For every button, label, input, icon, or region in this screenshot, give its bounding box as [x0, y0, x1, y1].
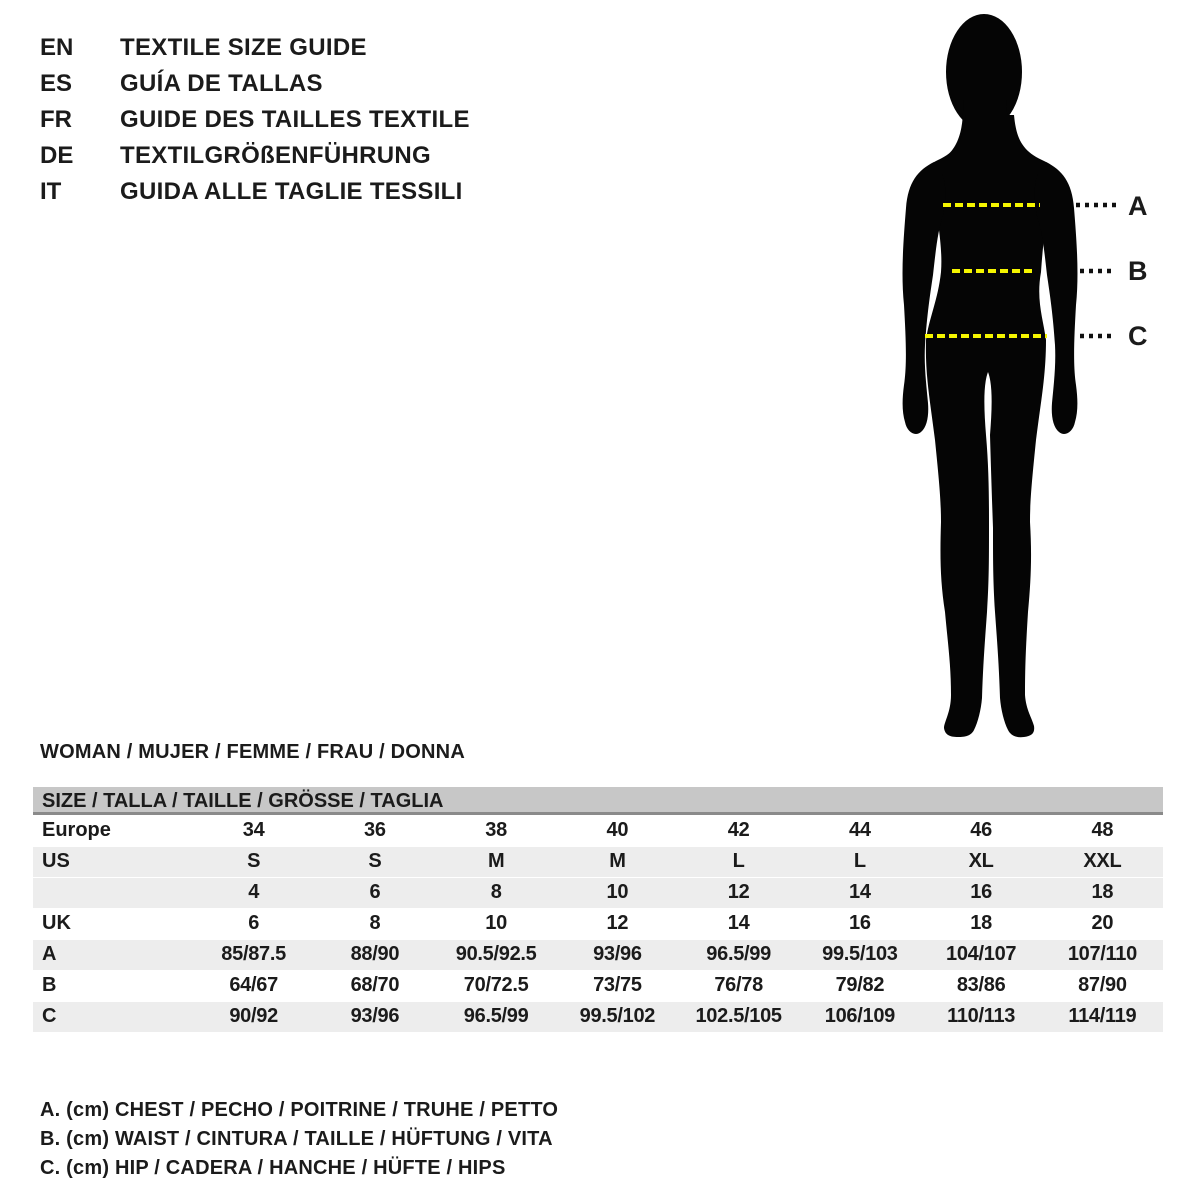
size-cell: XL	[968, 850, 994, 872]
measurement-label-b: B	[1128, 256, 1148, 286]
size-cell: XXL	[1083, 850, 1122, 872]
row-label: Europe	[42, 819, 111, 841]
size-table-header: SIZE / TALLA / TAILLE / GRÖSSE / TAGLIA	[33, 787, 1163, 815]
size-cell: 36	[364, 819, 386, 841]
language-code: ES	[40, 70, 73, 97]
table-row	[33, 939, 1163, 970]
measurement-label-c: C	[1128, 321, 1148, 351]
size-cell: 90/92	[229, 1005, 278, 1027]
size-cell: 16	[970, 881, 992, 903]
language-code: EN	[40, 34, 74, 61]
legend-line-hip: C. (cm) HIP / CADERA / HANCHE / HÜFTE / HIPS	[40, 1157, 506, 1179]
language-row	[40, 66, 470, 102]
table-row	[33, 908, 1163, 939]
size-cell: 46	[970, 819, 992, 841]
row-label: C	[42, 1005, 57, 1027]
size-cell: 40	[606, 819, 629, 841]
size-cell: 104/107	[946, 943, 1017, 965]
size-cell: 6	[248, 912, 260, 934]
legend-line-waist: B. (cm) WAIST / CINTURA / TAILLE / HÜFTUNG / VITA	[40, 1128, 553, 1150]
size-cell: 14	[727, 912, 750, 934]
size-cell: 83/86	[956, 974, 1006, 996]
row-label: B	[42, 974, 57, 996]
size-cell: 16	[849, 912, 871, 934]
size-cell: 42	[727, 819, 750, 841]
size-cell: 12	[606, 912, 629, 934]
size-cell: 76/78	[714, 974, 763, 996]
size-cell: 93/96	[593, 943, 642, 965]
guide-title: GUIDA ALLE TAGLIE TESSILI	[120, 178, 463, 205]
language-code: IT	[40, 178, 62, 205]
table-row	[33, 1001, 1163, 1032]
size-cell: 48	[1091, 819, 1114, 841]
size-cell: 96.5/99	[463, 1005, 529, 1027]
size-cell: 99.5/103	[822, 943, 898, 965]
size-cell: L	[732, 850, 745, 872]
language-title-list	[40, 30, 470, 210]
size-cell: 88/90	[350, 943, 400, 965]
language-code: FR	[40, 106, 72, 133]
language-row	[40, 174, 470, 210]
language-row	[40, 102, 470, 138]
size-cell: 106/109	[824, 1005, 895, 1027]
measurement-label-a: A	[1128, 191, 1148, 221]
size-cell: 107/110	[1067, 943, 1137, 965]
row-label: A	[42, 943, 57, 965]
woman-silhouette-figure	[890, 0, 1150, 750]
size-cell: 10	[606, 881, 629, 903]
guide-title: GUIDE DES TAILLES TEXTILE	[120, 106, 470, 133]
size-cell: 90.5/92.5	[455, 943, 537, 965]
language-row	[40, 138, 470, 174]
table-row	[33, 970, 1163, 1001]
guide-title: GUÍA DE TALLAS	[120, 70, 323, 97]
size-cell: 20	[1091, 912, 1114, 934]
size-cell: 85/87.5	[221, 943, 286, 965]
size-cell: 12	[727, 881, 750, 903]
size-cell: 6	[369, 881, 381, 903]
legend-line-chest: A. (cm) CHEST / PECHO / POITRINE / TRUHE / PETTO	[40, 1099, 559, 1121]
size-cell: L	[853, 850, 866, 872]
guide-title: TEXTILE SIZE GUIDE	[120, 34, 367, 61]
size-cell: 8	[369, 912, 381, 934]
size-cell: S	[368, 850, 382, 872]
size-cell: M	[609, 850, 626, 872]
size-cell: 34	[242, 819, 265, 841]
size-cell: 73/75	[593, 974, 642, 996]
size-cell: 68/70	[350, 974, 400, 996]
size-cell: 38	[485, 819, 507, 841]
size-cell: 64/67	[229, 974, 278, 996]
size-cell: 93/96	[350, 1005, 400, 1027]
language-row	[40, 30, 470, 66]
size-cell: S	[247, 850, 261, 872]
size-cell: 79/82	[835, 974, 885, 996]
size-cell: 114/119	[1068, 1005, 1137, 1027]
size-cell: 10	[485, 912, 507, 934]
table-row	[33, 815, 1163, 846]
row-label: UK	[42, 912, 71, 934]
size-cell: 102.5/105	[695, 1005, 782, 1027]
language-code: DE	[40, 142, 74, 169]
size-cell: 44	[849, 819, 871, 841]
section-heading-woman: WOMAN / MUJER / FEMME / FRAU / DONNA	[40, 741, 465, 763]
size-cell: 96.5/99	[706, 943, 771, 965]
size-cell: 18	[970, 912, 992, 934]
size-cell: 4	[248, 881, 260, 903]
size-cell: 87/90	[1078, 974, 1127, 996]
table-row	[33, 877, 1163, 908]
size-cell: 8	[490, 881, 502, 903]
size-cell: M	[487, 850, 505, 872]
size-cell: 70/72.5	[463, 974, 529, 996]
size-cell: 14	[849, 881, 871, 903]
size-table	[33, 787, 1163, 1032]
size-cell: 18	[1091, 881, 1114, 903]
measurement-legend	[40, 1096, 558, 1183]
size-cell: 110/113	[947, 1005, 1016, 1027]
table-row	[33, 846, 1163, 877]
size-cell: 99.5/102	[579, 1005, 656, 1027]
guide-title: TEXTILGRÖßENFÜHRUNG	[120, 142, 432, 169]
size-table-body	[33, 815, 1163, 1032]
row-label: US	[42, 850, 70, 872]
